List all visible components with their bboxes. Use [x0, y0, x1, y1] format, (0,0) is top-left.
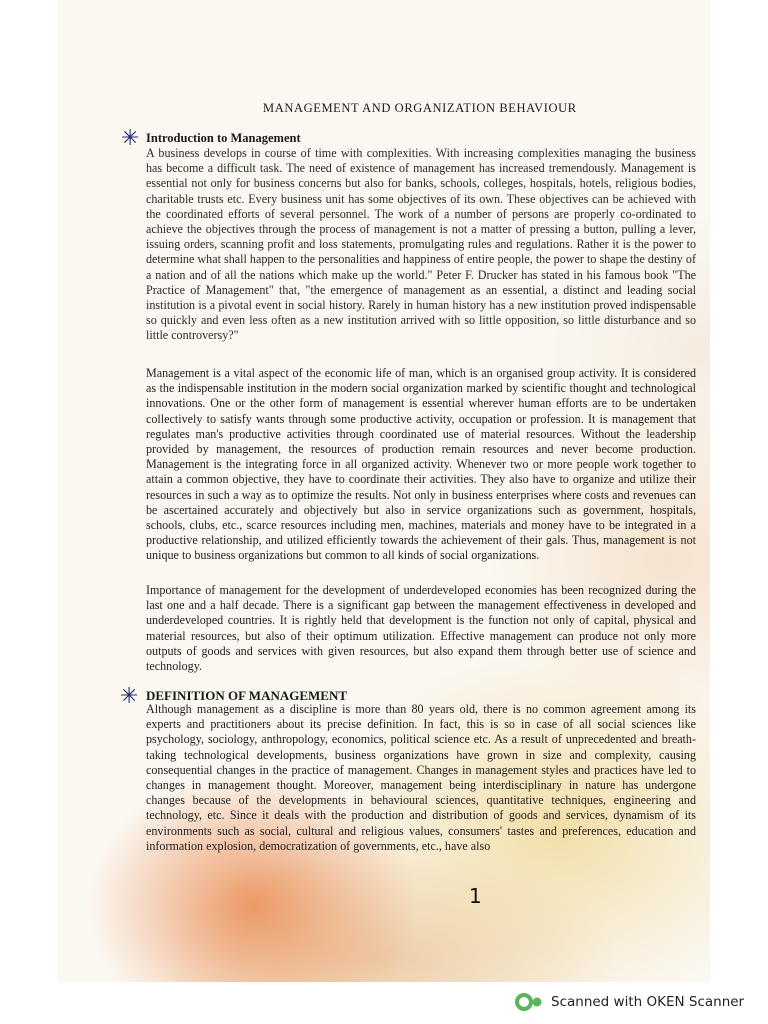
section-heading-definition: DEFINITION OF MANAGEMENT: [146, 688, 348, 703]
paragraph-definition: Although management as a discipline is more than 80 years old, there is no common agreement among its experts and practitioners about its precise definition. In fact, this is so in case of all social sciences like psychology, sociology, anthropology, economics, political science etc. As a result of unprecedented and breath-taking technological developments, business organizations have grown in size and complexity, causing consequential changes in the practice of management. Changes in management styles and practices have led to changes in management thought. Moreover, management being interdisciplinary in nature has undergone changes because of the developments in behavioural sciences, quantitative techniques, engineering and technology, etc. Since it deals with the production and distribution of goods and services, dynamism of its environments such as social, cultural and religious values, consumers' tastes and preferences, education and information explosion, democratization of governments, etc., have also: [146, 702, 696, 853]
page-number: 1: [469, 884, 482, 908]
paragraph-introduction: A business develops in course of time with complexities. With increasing complexities managing the business has become a difficult task. The need of existence of management has increased tremendously. Management is essential not only for business concerns but also for banks, schools, colleges, hospitals, hotels, religious bodies, charitable trusts etc. Every business unit has some objectives of its own. These objectives can be achieved with the coordinated efforts of several personnel. The work of a number of persons are properly co-ordinated to achieve the objectives through the process of management is not a matter of pressing a button, pulling a lever, issuing orders, scanning profit and loss statements, promulgating rules and regulations. Rather it is the power to determine what shall happen to the personalities and happiness of entire people, the power to shape the destiny of a nation and of all the nations which make up the world." Peter F. Drucker has stated in his famous book "The Practice of Management" that, "the emergence of management as an essential, a distinct and leading social institution is a pivotal event in social history. Rarely in human history has a new institution proved indispensable so quickly and even less often as a new institution arrived with so little opposition, so little disturbance and so little controversy?": [146, 146, 696, 343]
watermark-text: Scanned with OKEN Scanner: [551, 994, 745, 1010]
oken-logo-icon: [515, 992, 543, 1012]
document-title: MANAGEMENT AND ORGANIZATION BEHAVIOUR: [263, 101, 577, 115]
paragraph-importance: Importance of management for the development of underdeveloped economies has been recognized during the last one and a half decade. There is a significant gap between the management effectiveness in developed and underdeveloped countries. It is rightly held that development is the function not only of capital, physical and material resources, but also of their optimum utilization. Effective management can produce not only more outputs of goods and services with given resources, but also expand them through better use of science and technology.: [146, 583, 696, 674]
scanned-page: [58, 0, 710, 982]
section-heading-introduction: Introduction to Management: [146, 131, 301, 145]
asterisk-marker-icon: ✳: [121, 126, 140, 151]
paragraph-vital-aspect: Management is a vital aspect of the economic life of man, which is an organised group activity. It is considered as the indispensable institution in the modern social organization marked by scientific thought and technological innovations. One or the other form of management is essential wherever human efforts are to be undertaken collectively to satisfy wants through some productive activity, occupation or profession. It is management that regulates man's productive activities through coordinated use of material resources. Without the leadership provided by management, the resources of production remain resources and never become production. Management is the integrating force in all organized activity. Whenever two or more people work together to attain a common objective, they have to coordinate their activities. They also have to organize and utilize their resources in such a way as to optimize the results. Not only in business enterprises where costs and revenues can be ascertained accurately and objectively but also in service organizations such as government, hospitals, schools, clubs, etc., scarce resources including men, machines, materials and money have to be integrated in a productive relationship, and utilized efficiently towards the achievement of their gals. Thus, management is not unique to business organizations but common to all kinds of social organizations.: [146, 366, 696, 563]
scanner-watermark: [515, 992, 744, 1012]
asterisk-marker-icon: ✳: [120, 684, 139, 709]
